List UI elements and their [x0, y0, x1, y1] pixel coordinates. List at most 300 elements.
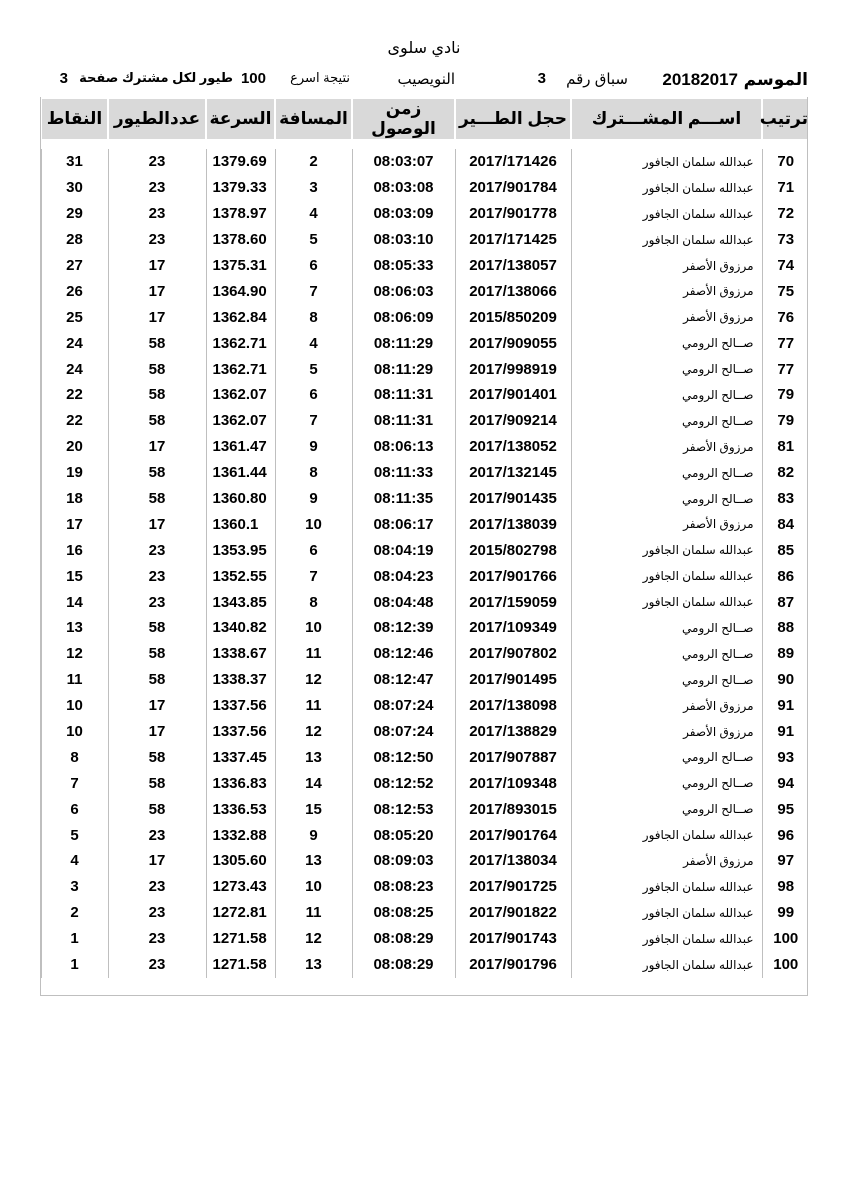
points-cell: 11 [41, 667, 108, 693]
participant-cell: مرزوق الأصفر [571, 278, 762, 304]
table-row [41, 227, 809, 253]
rank-cell: 98 [762, 874, 809, 900]
distance-cell: 7 [275, 278, 352, 304]
table-row [41, 175, 809, 201]
speed-cell: 1362.07 [206, 408, 275, 434]
column-header-rank: ترتيب [762, 98, 809, 140]
speed-cell: 1362.71 [206, 356, 275, 382]
bird-count-cell: 58 [108, 356, 206, 382]
bird-count-cell: 23 [108, 952, 206, 978]
rank-cell: 77 [762, 330, 809, 356]
participant-cell: صــالح الرومي [571, 486, 762, 512]
ring-cell: 2017/109348 [455, 770, 571, 796]
distance-cell: 11 [275, 641, 352, 667]
table-row [41, 719, 809, 745]
page-number: 3 [59, 70, 68, 87]
table-row [41, 511, 809, 537]
club-name: نادي سلوى [387, 40, 461, 57]
arrival-time-cell: 08:12:53 [352, 796, 455, 822]
participant-cell: عبدالله سلمان الجافور [571, 563, 762, 589]
speed-cell: 1362.07 [206, 382, 275, 408]
speed-cell: 1353.95 [206, 537, 275, 563]
points-cell: 1 [41, 926, 108, 952]
participant-cell: مرزوق الأصفر [571, 693, 762, 719]
column-header-participant: اســـم المشـــترك [571, 98, 762, 140]
points-cell: 5 [41, 822, 108, 848]
participant-cell: عبدالله سلمان الجافور [571, 149, 762, 175]
arrival-time-cell: 08:09:03 [352, 848, 455, 874]
bird-count-cell: 17 [108, 511, 206, 537]
column-header-points: النقاط [41, 98, 108, 140]
ring-cell: 2015/850209 [455, 304, 571, 330]
points-cell: 12 [41, 641, 108, 667]
speed-cell: 1378.60 [206, 227, 275, 253]
rank-cell: 77 [762, 356, 809, 382]
distance-cell: 11 [275, 693, 352, 719]
arrival-time-cell: 08:05:20 [352, 822, 455, 848]
arrival-time-cell: 08:06:03 [352, 278, 455, 304]
rank-cell: 97 [762, 848, 809, 874]
participant-cell: عبدالله سلمان الجافور [571, 874, 762, 900]
table-row [41, 926, 809, 952]
speed-cell: 1352.55 [206, 563, 275, 589]
ring-cell: 2017/171425 [455, 227, 571, 253]
points-cell: 20 [41, 434, 108, 460]
arrival-time-cell: 08:11:33 [352, 460, 455, 486]
distance-cell: 9 [275, 822, 352, 848]
ring-cell: 2017/901495 [455, 667, 571, 693]
distance-cell: 10 [275, 615, 352, 641]
points-cell: 13 [41, 615, 108, 641]
table-row [41, 460, 809, 486]
speed-cell: 1338.37 [206, 667, 275, 693]
arrival-time-cell: 08:11:31 [352, 382, 455, 408]
distance-cell: 13 [275, 744, 352, 770]
speed-cell: 1360.80 [206, 486, 275, 512]
bird-count-cell: 58 [108, 667, 206, 693]
rank-cell: 100 [762, 926, 809, 952]
rank-cell: 91 [762, 719, 809, 745]
speed-cell: 1379.69 [206, 149, 275, 175]
arrival-time-cell: 08:04:48 [352, 589, 455, 615]
arrival-time-cell: 08:11:35 [352, 486, 455, 512]
distance-cell: 11 [275, 900, 352, 926]
points-cell: 17 [41, 511, 108, 537]
table-row [41, 563, 809, 589]
bird-count-cell: 23 [108, 900, 206, 926]
distance-cell: 9 [275, 434, 352, 460]
rank-cell: 86 [762, 563, 809, 589]
table-row [41, 382, 809, 408]
table-row [41, 615, 809, 641]
speed-cell: 1332.88 [206, 822, 275, 848]
table-row [41, 486, 809, 512]
points-cell: 28 [41, 227, 108, 253]
distance-cell: 3 [275, 175, 352, 201]
participant-cell: عبدالله سلمان الجافور [571, 589, 762, 615]
arrival-time-cell: 08:12:46 [352, 641, 455, 667]
speed-cell: 1360.1 [206, 511, 275, 537]
distance-cell: 8 [275, 589, 352, 615]
rank-cell: 82 [762, 460, 809, 486]
participant-cell: عبدالله سلمان الجافور [571, 175, 762, 201]
ring-cell: 2017/138034 [455, 848, 571, 874]
participant-cell: صــالح الرومي [571, 330, 762, 356]
distance-cell: 5 [275, 227, 352, 253]
points-cell: 31 [41, 149, 108, 175]
rank-cell: 83 [762, 486, 809, 512]
points-cell: 24 [41, 330, 108, 356]
points-cell: 10 [41, 693, 108, 719]
points-cell: 22 [41, 408, 108, 434]
arrival-time-cell: 08:04:19 [352, 537, 455, 563]
arrival-time-cell: 08:06:17 [352, 511, 455, 537]
speed-cell: 1273.43 [206, 874, 275, 900]
season-label: الموسم [743, 70, 808, 89]
rank-cell: 72 [762, 201, 809, 227]
points-cell: 2 [41, 900, 108, 926]
speed-cell: 1337.56 [206, 693, 275, 719]
rank-cell: 81 [762, 434, 809, 460]
column-header-speed: السرعة [206, 98, 275, 140]
participant-cell: صــالح الرومي [571, 356, 762, 382]
participant-cell: صــالح الرومي [571, 744, 762, 770]
speed-cell: 1379.33 [206, 175, 275, 201]
arrival-time-cell: 08:08:29 [352, 926, 455, 952]
rank-cell: 96 [762, 822, 809, 848]
points-cell: 3 [41, 874, 108, 900]
birds-per-participant-label: طيور لكل مشترك صفحة [79, 70, 233, 85]
ring-cell: 2017/893015 [455, 796, 571, 822]
distance-cell: 10 [275, 874, 352, 900]
speed-cell: 1272.81 [206, 900, 275, 926]
table-row [41, 201, 809, 227]
bird-count-cell: 58 [108, 615, 206, 641]
rank-cell: 73 [762, 227, 809, 253]
speed-cell: 1338.67 [206, 641, 275, 667]
rank-cell: 88 [762, 615, 809, 641]
ring-cell: 2017/901435 [455, 486, 571, 512]
arrival-time-cell: 08:06:09 [352, 304, 455, 330]
arrival-time-cell: 08:03:10 [352, 227, 455, 253]
speed-cell: 1361.47 [206, 434, 275, 460]
participant-cell: صــالح الرومي [571, 796, 762, 822]
table-header-row [41, 98, 809, 140]
distance-cell: 5 [275, 356, 352, 382]
race-label: سباق رقم [566, 71, 628, 88]
bird-count-cell: 23 [108, 537, 206, 563]
rank-cell: 70 [762, 149, 809, 175]
bird-count-cell: 17 [108, 848, 206, 874]
table-row [41, 434, 809, 460]
table-row [41, 874, 809, 900]
speed-cell: 1361.44 [206, 460, 275, 486]
rank-cell: 87 [762, 589, 809, 615]
participant-cell: صــالح الرومي [571, 408, 762, 434]
ring-cell: 2017/901725 [455, 874, 571, 900]
rank-cell: 84 [762, 511, 809, 537]
distance-cell: 7 [275, 408, 352, 434]
points-cell: 30 [41, 175, 108, 201]
column-header-arrival-time: زمن الوصول [352, 98, 455, 140]
speed-cell: 1378.97 [206, 201, 275, 227]
distance-cell: 8 [275, 304, 352, 330]
speed-cell: 1340.82 [206, 615, 275, 641]
rank-cell: 76 [762, 304, 809, 330]
participant-cell: مرزوق الأصفر [571, 719, 762, 745]
speed-cell: 1362.71 [206, 330, 275, 356]
race-meta [40, 70, 808, 90]
ring-cell: 2017/171426 [455, 149, 571, 175]
bird-count-cell: 17 [108, 278, 206, 304]
column-header-bird-count: عددالطيور [108, 98, 206, 140]
arrival-time-cell: 08:03:07 [352, 149, 455, 175]
participant-cell: عبدالله سلمان الجافور [571, 537, 762, 563]
table-row [41, 278, 809, 304]
bird-count-cell: 17 [108, 434, 206, 460]
table-row [41, 848, 809, 874]
points-cell: 1 [41, 952, 108, 978]
rank-cell: 90 [762, 667, 809, 693]
table-spacer-cell [41, 140, 809, 149]
column-header-distance: المسافة [275, 98, 352, 140]
ring-cell: 2017/901784 [455, 175, 571, 201]
rank-cell: 95 [762, 796, 809, 822]
bird-count-cell: 23 [108, 926, 206, 952]
table-row [41, 589, 809, 615]
points-cell: 6 [41, 796, 108, 822]
bird-count-cell: 58 [108, 408, 206, 434]
points-cell: 24 [41, 356, 108, 382]
participant-cell: مرزوق الأصفر [571, 434, 762, 460]
points-cell: 25 [41, 304, 108, 330]
points-cell: 26 [41, 278, 108, 304]
table-row [41, 253, 809, 279]
participant-cell: صــالح الرومي [571, 460, 762, 486]
ring-cell: 2017/901778 [455, 201, 571, 227]
points-cell: 22 [41, 382, 108, 408]
participant-cell: مرزوق الأصفر [571, 848, 762, 874]
participant-cell: صــالح الرومي [571, 641, 762, 667]
table-row [41, 330, 809, 356]
ring-cell: 2017/138057 [455, 253, 571, 279]
participant-cell: مرزوق الأصفر [571, 253, 762, 279]
participant-cell: عبدالله سلمان الجافور [571, 900, 762, 926]
speed-cell: 1362.84 [206, 304, 275, 330]
table-row [41, 770, 809, 796]
participant-cell: عبدالله سلمان الجافور [571, 201, 762, 227]
ring-cell: 2017/907802 [455, 641, 571, 667]
season-value: 20182017 [662, 70, 738, 89]
bird-count-cell: 17 [108, 304, 206, 330]
arrival-time-cell: 08:08:25 [352, 900, 455, 926]
arrival-time-cell: 08:06:13 [352, 434, 455, 460]
ring-cell: 2017/901401 [455, 382, 571, 408]
ring-cell: 2017/138829 [455, 719, 571, 745]
ring-cell: 2017/109349 [455, 615, 571, 641]
speed-cell: 1375.31 [206, 253, 275, 279]
distance-cell: 10 [275, 511, 352, 537]
distance-cell: 14 [275, 770, 352, 796]
bird-count-cell: 23 [108, 175, 206, 201]
table-row [41, 822, 809, 848]
distance-cell: 12 [275, 719, 352, 745]
points-cell: 14 [41, 589, 108, 615]
participant-cell: عبدالله سلمان الجافور [571, 227, 762, 253]
rank-cell: 71 [762, 175, 809, 201]
ring-cell: 2017/159059 [455, 589, 571, 615]
race-number: 3 [537, 70, 546, 87]
participant-cell: مرزوق الأصفر [571, 511, 762, 537]
speed-cell: 1343.85 [206, 589, 275, 615]
participant-cell: عبدالله سلمان الجافور [571, 952, 762, 978]
arrival-time-cell: 08:03:09 [352, 201, 455, 227]
bird-count-cell: 58 [108, 770, 206, 796]
bird-count-cell: 58 [108, 796, 206, 822]
rank-cell: 79 [762, 382, 809, 408]
participant-cell: صــالح الرومي [571, 382, 762, 408]
participant-cell: صــالح الرومي [571, 667, 762, 693]
table-row [41, 149, 809, 175]
arrival-time-cell: 08:07:24 [352, 719, 455, 745]
speed-cell: 1271.58 [206, 926, 275, 952]
ring-cell: 2017/138039 [455, 511, 571, 537]
speed-cell: 1305.60 [206, 848, 275, 874]
points-cell: 18 [41, 486, 108, 512]
bird-count-cell: 23 [108, 149, 206, 175]
distance-cell: 2 [275, 149, 352, 175]
speed-cell: 1337.45 [206, 744, 275, 770]
results-table [40, 97, 810, 978]
arrival-time-cell: 08:08:23 [352, 874, 455, 900]
bird-count-cell: 23 [108, 563, 206, 589]
bird-count-cell: 17 [108, 719, 206, 745]
table-row [41, 900, 809, 926]
bird-count-cell: 58 [108, 486, 206, 512]
distance-cell: 4 [275, 201, 352, 227]
participant-cell: صــالح الرومي [571, 770, 762, 796]
speed-cell: 1337.56 [206, 719, 275, 745]
result-count: 100 [240, 70, 266, 87]
distance-cell: 15 [275, 796, 352, 822]
distance-cell: 12 [275, 667, 352, 693]
points-cell: 19 [41, 460, 108, 486]
ring-cell: 2017/138066 [455, 278, 571, 304]
ring-cell: 2017/901766 [455, 563, 571, 589]
ring-cell: 2017/909214 [455, 408, 571, 434]
arrival-time-cell: 08:12:47 [352, 667, 455, 693]
bird-count-cell: 23 [108, 874, 206, 900]
bird-count-cell: 58 [108, 460, 206, 486]
distance-cell: 6 [275, 382, 352, 408]
arrival-time-cell: 08:12:39 [352, 615, 455, 641]
arrival-time-cell: 08:12:52 [352, 770, 455, 796]
bird-count-cell: 58 [108, 641, 206, 667]
ring-cell: 2017/909055 [455, 330, 571, 356]
points-cell: 15 [41, 563, 108, 589]
ring-cell: 2017/901764 [455, 822, 571, 848]
speed-cell: 1336.53 [206, 796, 275, 822]
arrival-time-cell: 08:05:33 [352, 253, 455, 279]
arrival-time-cell: 08:07:24 [352, 693, 455, 719]
table-row [41, 744, 809, 770]
table-row [41, 408, 809, 434]
points-cell: 8 [41, 744, 108, 770]
ring-cell: 2017/901743 [455, 926, 571, 952]
table-row [41, 356, 809, 382]
rank-cell: 100 [762, 952, 809, 978]
bird-count-cell: 17 [108, 693, 206, 719]
table-row [41, 537, 809, 563]
arrival-time-cell: 08:03:08 [352, 175, 455, 201]
rank-cell: 75 [762, 278, 809, 304]
speed-cell: 1271.58 [206, 952, 275, 978]
points-cell: 4 [41, 848, 108, 874]
table-row [41, 693, 809, 719]
points-cell: 29 [41, 201, 108, 227]
rank-cell: 99 [762, 900, 809, 926]
points-cell: 10 [41, 719, 108, 745]
distance-cell: 6 [275, 253, 352, 279]
distance-cell: 4 [275, 330, 352, 356]
arrival-time-cell: 08:08:29 [352, 952, 455, 978]
rank-cell: 89 [762, 641, 809, 667]
race-location: النويصيب [397, 71, 455, 88]
ring-cell: 2017/901822 [455, 900, 571, 926]
table-row [41, 304, 809, 330]
ring-cell: 2017/901796 [455, 952, 571, 978]
arrival-time-cell: 08:11:29 [352, 330, 455, 356]
points-cell: 16 [41, 537, 108, 563]
distance-cell: 9 [275, 486, 352, 512]
ring-cell: 2017/998919 [455, 356, 571, 382]
bird-count-cell: 58 [108, 330, 206, 356]
arrival-time-cell: 08:11:29 [352, 356, 455, 382]
participant-cell: صــالح الرومي [571, 615, 762, 641]
points-cell: 27 [41, 253, 108, 279]
distance-cell: 6 [275, 537, 352, 563]
column-header-ring: حجل الطـــير [455, 98, 571, 140]
ring-cell: 2017/907887 [455, 744, 571, 770]
rank-cell: 94 [762, 770, 809, 796]
bird-count-cell: 58 [108, 382, 206, 408]
distance-cell: 13 [275, 952, 352, 978]
result-label: نتيجة اسرع [290, 70, 350, 85]
rank-cell: 74 [762, 253, 809, 279]
arrival-time-cell: 08:12:50 [352, 744, 455, 770]
bird-count-cell: 23 [108, 822, 206, 848]
points-cell: 7 [41, 770, 108, 796]
bird-count-cell: 23 [108, 201, 206, 227]
participant-cell: مرزوق الأصفر [571, 304, 762, 330]
bird-count-cell: 17 [108, 253, 206, 279]
bird-count-cell: 23 [108, 589, 206, 615]
table-row [41, 667, 809, 693]
bird-count-cell: 58 [108, 744, 206, 770]
table-row [41, 952, 809, 978]
arrival-time-cell: 08:04:23 [352, 563, 455, 589]
rank-cell: 85 [762, 537, 809, 563]
table-row [41, 796, 809, 822]
rank-cell: 79 [762, 408, 809, 434]
speed-cell: 1336.83 [206, 770, 275, 796]
participant-cell: عبدالله سلمان الجافور [571, 822, 762, 848]
bird-count-cell: 23 [108, 227, 206, 253]
speed-cell: 1364.90 [206, 278, 275, 304]
distance-cell: 13 [275, 848, 352, 874]
arrival-time-cell: 08:11:31 [352, 408, 455, 434]
ring-cell: 2015/802798 [455, 537, 571, 563]
